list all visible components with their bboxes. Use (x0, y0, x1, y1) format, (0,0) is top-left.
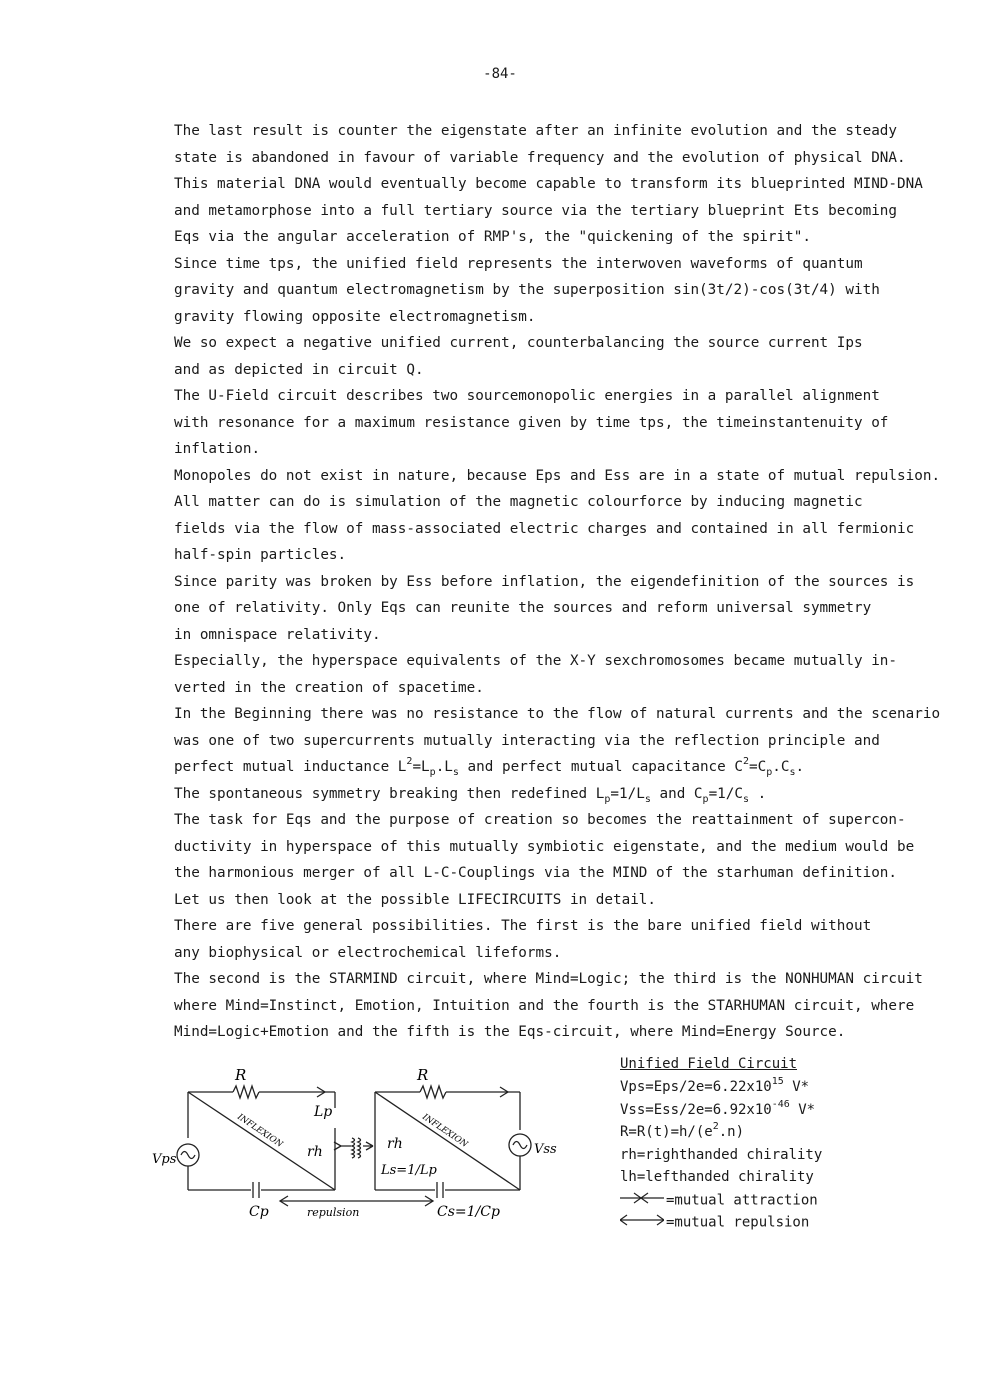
text-line: any biophysical or electrochemical lifeforms. (174, 944, 562, 961)
text-line: gravity and quantum electromagnetism by the superposition sin(3t/2)-cos(3t/4) with (174, 282, 880, 298)
body-text (174, 118, 974, 1046)
text-line: The task for Eqs and the purpose of creation so becomes the reattainment of supercon- (174, 812, 906, 828)
text-line: state is abandoned in favour of variable frequency and the evolution of physical DNA. (174, 149, 906, 166)
source-vps-label: Vps (152, 1152, 177, 1167)
inductor-ls-label: Ls=1/Lp (381, 1163, 437, 1178)
text-line: in omnispace relativity. (174, 626, 381, 643)
text-line: was one of two supercurrents mutually interacting via the reflection principle and (174, 732, 880, 749)
resistor-label-right: R (417, 1066, 429, 1084)
text-line: one of relativity. Only Eqs can reunite the sources and reform universal symmetry (174, 600, 872, 616)
attraction-arrow-icon (620, 1189, 666, 1212)
text-line: where Mind=Instinct, Emotion, Intuition and the fourth is the STARHUMAN circuit, where (174, 997, 915, 1014)
chirality-label-left: rh (307, 1144, 323, 1160)
symmetry-breaking-line: The spontaneous symmetry breaking then redefined $L_p=1/L_s$ and $C_p=1/C_s$ . (174, 785, 767, 805)
source-vss-label: Vss (534, 1142, 557, 1157)
text-line: gravity flowing opposite electromagnetism. (174, 308, 536, 325)
text-line: We so expect a negative unified current, counterbalancing the source current Ips (174, 335, 863, 351)
text-line: and metamorphose into a full tertiary source via the tertiary blueprint Ets becoming (174, 202, 898, 219)
text-line: Eqs via the angular acceleration of RMP's, the "quickening of the spirit". (174, 229, 811, 245)
inflexion-label-left: INFLEXION (235, 1112, 285, 1150)
legend-attraction: =mutual attraction (620, 1189, 960, 1212)
text-line: All matter can do is simulation of the magnetic colourforce by inducing magnetic (174, 494, 863, 510)
unified-field-circuit-diagram (145, 1060, 595, 1235)
text-line: The last result is counter the eigenstate after an infinite evolution and the steady (174, 123, 898, 139)
text-line: verted in the creation of spacetime. (174, 679, 484, 696)
legend-repulsion: =mutual repulsion (620, 1211, 960, 1234)
legend-lh: lh=lefthanded chirality (620, 1169, 814, 1185)
text-line: Since time tps, the unified field represents the interwoven waveforms of quantum (174, 255, 863, 272)
text-line: Let us then look at the possible LIFECIRCUITS in detail. (174, 891, 657, 908)
capacitor-cp-label: Cp (249, 1204, 269, 1220)
resistor-label-left: R (235, 1066, 247, 1084)
text-line: with resonance for a maximum resistance given by time tps, the timeinstantenuity of (174, 414, 889, 431)
legend-title: Unified Field Circuit (620, 1056, 798, 1072)
inflexion-label-right: INFLEXION (420, 1112, 470, 1150)
text-line: fields via the flow of mass-associated electric charges and contained in all fermionic (174, 520, 915, 537)
text-line: ductivity in hyperspace of this mutually symbiotic eigenstate, and the medium would be (174, 838, 915, 855)
text-line: half-spin particles. (174, 547, 347, 563)
text-line: Since parity was broken by Ess before inflation, the eigendefinition of the sources is (174, 573, 915, 590)
text-line: The U-Field circuit describes two sourcemonopolic energies in a parallel alignment (174, 388, 880, 404)
text-line: This material DNA would eventually become capable to transform its blueprinted MIND-DNA (174, 176, 923, 192)
inductor-lp-label: Lp (314, 1104, 333, 1120)
text-line: There are five general possibilities. The first is the bare unified field without (174, 918, 872, 934)
chirality-label-right: rh (387, 1136, 403, 1152)
capacitor-cs-label: Cs=1/Cp (437, 1204, 500, 1220)
text-line: the harmonious merger of all L-C-Couplings via the MIND of the starhuman definition. (174, 865, 898, 881)
legend-rh: rh=righthanded chirality (620, 1146, 823, 1163)
circuit-legend (620, 1052, 960, 1234)
page-number: -84- (483, 66, 517, 82)
legend-vss: $Vss=Ess/2e=6.92x10^{-46}$ V* (620, 1098, 816, 1118)
text-line: Monopoles do not exist in nature, because Eps and Ess are in a state of mutual repulsion. (174, 467, 941, 484)
text-line: The second is the STARMIND circuit, where Mind=Logic; the third is the NONHUMAN circuit (174, 971, 923, 987)
legend-vps: $Vps=Eps/2e=6.22x10^{15}$ V* (620, 1076, 810, 1095)
repulsion-label: repulsion (307, 1206, 360, 1219)
text-line: inflation. (174, 441, 261, 457)
repulsion-arrow-icon (620, 1211, 666, 1234)
text-line: In the Beginning there was no resistance to the flow of natural currents and the scenario (174, 706, 941, 722)
text-line: Especially, the hyperspace equivalents of the X-Y sexchromosomes became mutually in- (174, 653, 898, 669)
legend-resistance: $R=R(t)=h/(e^2.n)$ (620, 1121, 745, 1140)
text-line: and as depicted in circuit Q. (174, 361, 424, 378)
inductance-capacitance-line: perfect mutual inductance $L^2=L_p.L_s$ and perfect mutual capacitance $C^2=C_p.C_s$. (174, 756, 805, 778)
text-line: Mind=Logic+Emotion and the fifth is the Eqs-circuit, where Mind=Energy Source. (174, 1024, 846, 1040)
